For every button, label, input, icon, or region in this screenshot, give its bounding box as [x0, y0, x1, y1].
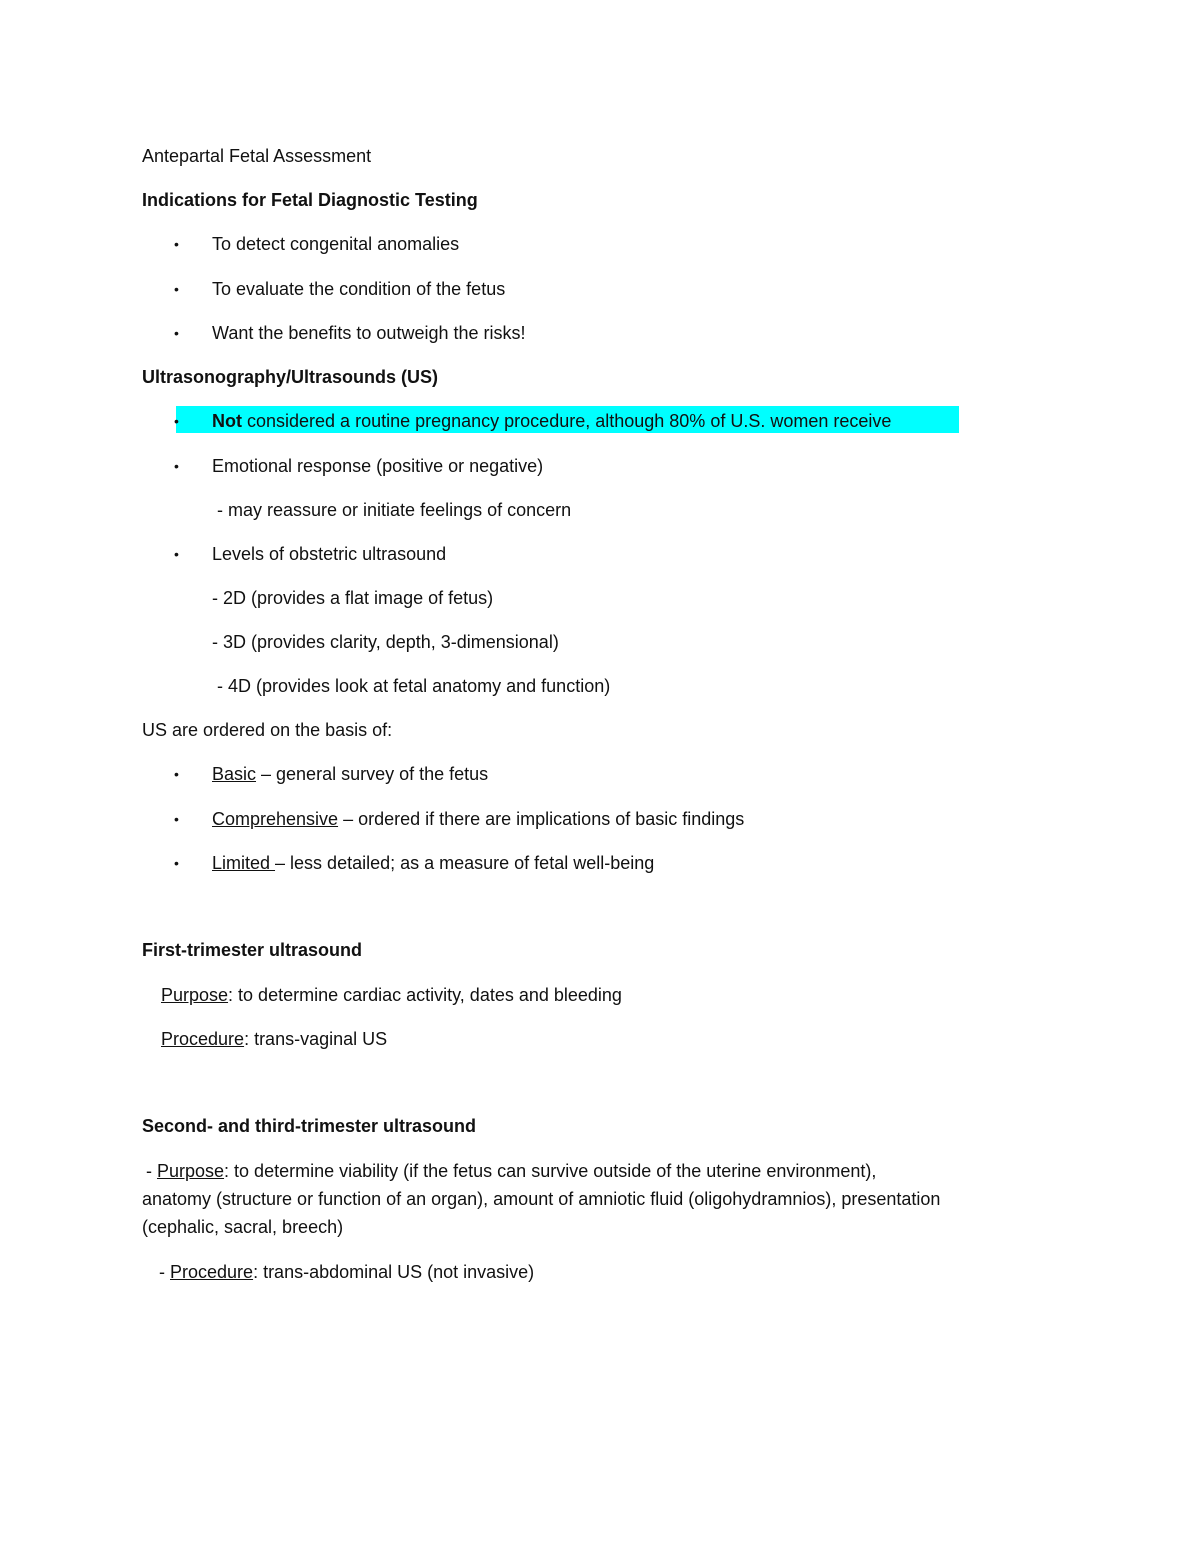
indication-item: Want the benefits to outweigh the risks! [212, 323, 526, 343]
levels-subitem: - 3D (provides clarity, depth, 3-dimensional) [212, 632, 559, 652]
ultrasound-heading: Ultrasonography/Ultrasounds (US) [142, 367, 439, 387]
bullet-icon: • [174, 766, 179, 782]
ordered-term: Comprehensive [212, 809, 339, 829]
highlight-bold-word: Not [212, 411, 242, 431]
purpose-prefix: - [146, 1161, 157, 1181]
bullet-icon: • [174, 413, 179, 429]
procedure-label: Procedure [170, 1262, 254, 1282]
ordered-item [212, 763, 488, 785]
ordered-item [212, 852, 654, 874]
bullet-icon: • [174, 811, 179, 827]
procedure-prefix: - [159, 1262, 170, 1282]
bullet-icon: • [174, 325, 179, 341]
second-third-purpose-line: anatomy (structure or function of an organ), amount of amniotic fluid (oligohydramnios), presentation [142, 1189, 941, 1209]
ordered-desc: – ordered if there are implications of basic findings [338, 809, 745, 829]
purpose-text: : to determine cardiac activity, dates and bleeding [228, 985, 622, 1005]
procedure-text: : trans-vaginal US [244, 1029, 388, 1049]
bullet-icon: • [174, 236, 179, 252]
indication-item: To evaluate the condition of the fetus [212, 279, 506, 299]
second-third-procedure [159, 1261, 534, 1283]
highlighted-line [212, 410, 891, 432]
bullet-icon: • [174, 855, 179, 871]
bullet-icon: • [174, 281, 179, 297]
purpose-label: Purpose [157, 1161, 225, 1181]
indications-heading: Indications for Fetal Diagnostic Testing [142, 190, 478, 210]
ordered-term: Basic [212, 764, 257, 784]
ordered-desc: – less detailed; as a measure of fetal well-being [275, 853, 655, 873]
bullet-icon: • [174, 546, 179, 562]
first-trimester-heading: First-trimester ultrasound [142, 940, 363, 960]
second-third-purpose-line: (cephalic, sacral, breech) [142, 1217, 344, 1237]
emotional-item: Emotional response (positive or negative) [212, 456, 544, 476]
purpose-text: : to determine viability (if the fetus can survive outside of the uterine environment), [224, 1161, 877, 1181]
purpose-label: Purpose [161, 985, 229, 1005]
ordered-term: Limited [212, 853, 276, 873]
procedure-label: Procedure [161, 1029, 245, 1049]
bullet-icon: • [174, 458, 179, 474]
first-trimester-purpose [161, 984, 622, 1006]
ordered-intro: US are ordered on the basis of: [142, 720, 393, 740]
second-third-heading: Second- and third-trimester ultrasound [142, 1116, 477, 1136]
document-title: Antepartal Fetal Assessment [142, 146, 372, 166]
emotional-subitem: - may reassure or initiate feelings of concern [217, 500, 572, 520]
levels-subitem: - 4D (provides look at fetal anatomy and function) [217, 676, 611, 696]
procedure-text: : trans-abdominal US (not invasive) [253, 1262, 535, 1282]
indication-item: To detect congenital anomalies [212, 234, 460, 254]
ordered-desc: – general survey of the fetus [256, 764, 489, 784]
second-third-purpose-line [146, 1160, 876, 1182]
highlight-text: considered a routine pregnancy procedure, although 80% of U.S. women receive [242, 411, 892, 431]
levels-item: Levels of obstetric ultrasound [212, 544, 447, 564]
first-trimester-procedure [161, 1028, 387, 1050]
levels-subitem: - 2D (provides a flat image of fetus) [212, 588, 494, 608]
ordered-item [212, 808, 744, 830]
